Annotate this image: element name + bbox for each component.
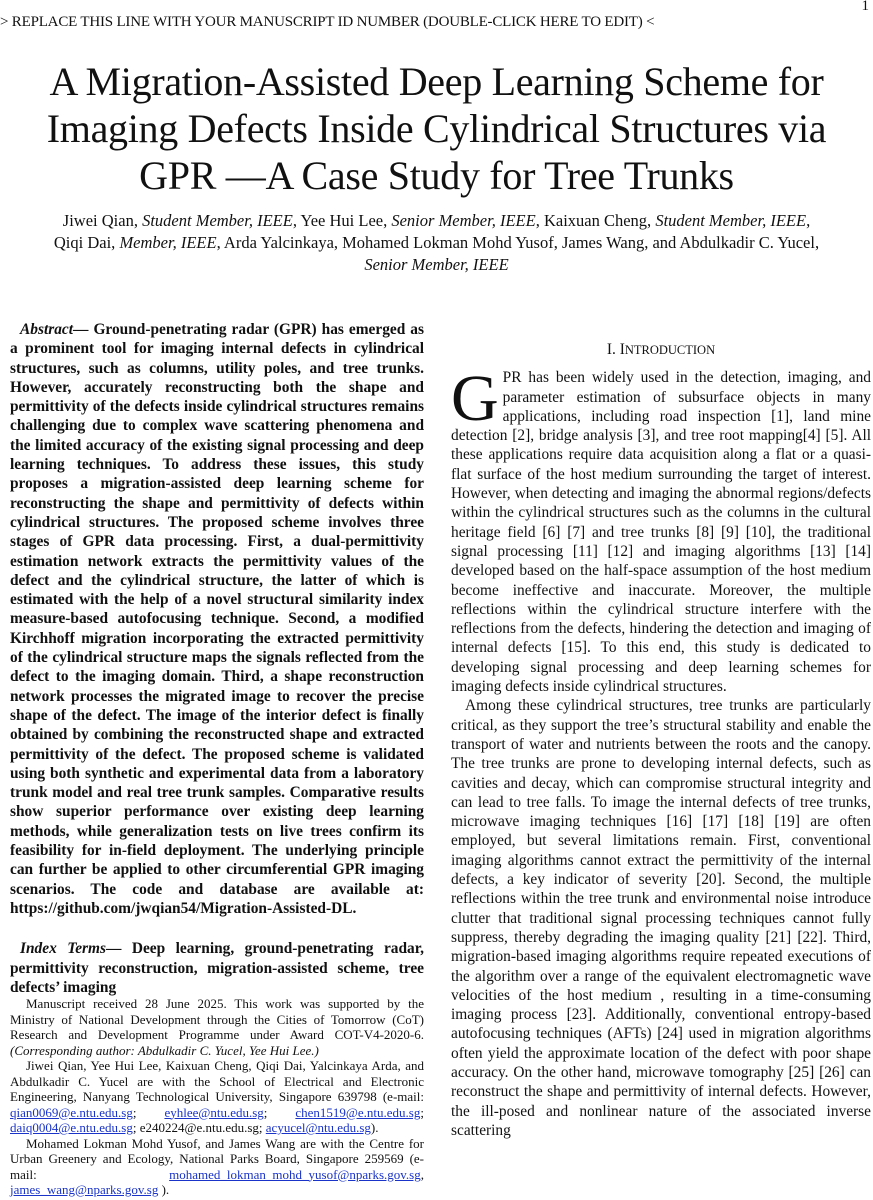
paragraph-text: PR has been widely used in the detection, imaging, and parameter estimation of subsurface objects in many applications, including road inspection [1], land mine detection [2], bridge analysis [3], and tree root mapping[4] [5]. All these applications require data acquisition along a flat or a quasi-flat surface of the host medium surrounding the target of interest. However, when detecting and imaging the abnormal regions/defects within the cylindrical structures such as the columns in the cultural heritage field [6] [7] and tree trunks [8] [9] [10], the traditional signal processing [11] [12] and imaging algorithms [13] [14] developed based on the half-space assumption of the host medium become ineffective and inaccurate. Moreover, the multiple reflections within the cylindrical structure interfere with the reflections from the defects, hindering the detection and imaging of internal defects [15]. To this end, this study is dedicated to developing signal processing and deep learning schemes for imaging defects inside cylindrical structures. xyxy=(451,369,871,696)
intro-paragraph: Among these cylindrical structures, tree trunks are particularly critical, as they support the tree’s structural stability and enable the transport of water and nutrients between the roots and the canopy. The tree trunks are prone to developing internal defects, such as cavities and decay, which can compromise structural integrity and can lead to tree falls. To image the internal defects of tree trunks, microwave imaging techniques [16] [17] [18] [19] are often employed, but several limitations remain. First, conventional imaging algorithms cannot extract the permittivity of the internal defects, a key indicator of severity [20]. Second, the multiple reflections within the tree trunk and environmental noise introduce clutter that traditional signal processing techniques cannot fully suppress, thereby degrading the imaging quality [21] [22]. Third, migration-based imaging algorithms require repeated executions of the algorithm over a range of the equivalent electromagnetic wave velocities of the host medium , resulting in a time-consuming imaging process [23]. Additionally, conventional entropy-based autofocusing techniques (AFTs) [24] used in migration algorithms often yield the approximate location of the defect with poor shape accuracy. On the other hand, microwave tomography [25] [26] can reconstruct the shape and permittivity of internal defects. However, the ill-posed and nonlinear nature of the associated inverse scattering xyxy=(451,697,871,1139)
email-text: e240224@e.ntu.edu.sg xyxy=(139,1120,259,1135)
title-line: GPR —A Case Study for Tree Trunks xyxy=(139,153,734,198)
email-link[interactable]: james_wang@nparks.gov.sg xyxy=(10,1182,159,1197)
section-number: I. I xyxy=(606,341,625,358)
footnote-funding xyxy=(10,996,424,1058)
corresponding-author: (Corresponding author: Abdulkadir C. Yucel, Yee Hui Lee.) xyxy=(10,1042,319,1058)
footnote-affiliation-nparks: Mohamed Lokman Mohd Yusof, and James Wang are with the Centre for Urban Greenery and Ecology, National Parks Board, Singapore 259569 (e-mail: mohamed_lokman_mohd_yusof@nparks.gov.sg, james_wang@nparks.gov.sg ). xyxy=(10,1135,424,1197)
author-name: Qiqi Dai, xyxy=(53,233,120,252)
footnote-affiliation-ntu: Jiwei Qian, Yee Hui Lee, Kaixuan Cheng, Qiqi Dai, Yalcinkaya Arda, and Abdulkadir C. Yucel are with the School of Electrical and Electronic Engineering, Nanyang Technological University, Singapore 639798 (e-mail: qian0069@e.ntu.edu.sg; eyhlee@ntu.edu.sg; chen1519@e.ntu.edu.sg; daiq0004@e.ntu.edu.sg; e240224@e.ntu.edu.sg; acyucel@ntu.edu.sg). xyxy=(10,1058,424,1135)
section-title: NTRODUCTION xyxy=(624,343,716,357)
author-sep: , xyxy=(806,211,811,230)
author-role: Member, IEEE xyxy=(119,233,217,252)
email-link[interactable]: daiq0004@e.ntu.edu.sg xyxy=(10,1120,133,1135)
author-role: Senior Member, IEEE xyxy=(391,211,536,230)
author-sep: , xyxy=(535,211,544,230)
author-role: Student Member, IEEE xyxy=(655,211,807,230)
footnote-text: Mohamed Lokman Mohd Yusof, and James Wang are with the Centre for Urban Greenery and Ecology, National Parks Board, Singapore 259569 (e-mail: xyxy=(10,1135,424,1182)
author-name: Kaixuan Cheng, xyxy=(543,211,656,230)
author-name: Yee Hui Lee, xyxy=(300,211,392,230)
abstract-label: Abstract xyxy=(20,321,74,338)
footnote-text: Manuscript received 28 June 2025. This work was supported by the Ministry of National Development through the Cities of Tomorrow (CoT) Research and Development Programme under Award COT-V4-2020-6. xyxy=(10,996,424,1042)
right-column xyxy=(451,340,871,1140)
running-header: > REPLACE THIS LINE WITH YOUR MANUSCRIPT ID NUMBER (DOUBLE-CLICK HERE TO EDIT) < xyxy=(0,14,655,30)
abstract-text: Ground-penetrating radar (GPR) has emerged as a prominent tool for imaging internal defects in cylindrical structures, such as columns, utility poles, and tree trunks. However, accurately reconstructing both the shape and permittivity of the defects inside cylindrical structures remains challenging due to complex wave scattering phenomena and the limited accuracy of the existing signal processing and deep learning techniques. To address these issues, this study proposes a migration-assisted deep learning scheme for reconstructing the shape and permittivity of defects within cylindrical structures. The proposed scheme involves three stages of GPR data processing. First, a dual-permittivity estimation network extracts the permittivity values of the defect and the cylindrical structure, the latter of which is estimated with the help of a novel structural similarity index measure-based autofocusing technique. Second, a modified Kirchhoff migration incorporating the extracted permittivity of the cylindrical structure maps the signals reflected from the defect to the imaging domain. Third, a shape reconstruction network processes the migrated image to recover the precise shape of the defect. The image of the interior defect is finally obtained by combining the reconstructed shape and extracted permittivity of the defect. The proposed scheme is validated using both synthetic and experimental data from a laboratory trunk model and real tree trunk samples. Comparative results show superior performance over existing deep learning methods, while generalization tests on live trees confirm its feasibility for in-field deployment. The underlying principle can further be applied to other circumferential GPR imaging scenarios. The code and database are available at: https://github.com/jwqian54/Migration-Assisted-DL. xyxy=(10,321,424,917)
author-role: Student Member, IEEE xyxy=(142,211,293,230)
page-number: 1 xyxy=(861,0,869,14)
intro-paragraph xyxy=(451,362,871,696)
footnote-text: Jiwei Qian, Yee Hui Lee, Kaixuan Cheng, Qiqi Dai, Yalcinkaya Arda, and Abdulkadir C. Yucel are with the School of Electrical and Electronic Engineering, Nanyang Technological University, Singapore 639798 (e-mail: xyxy=(10,1058,424,1104)
index-terms-dash: — xyxy=(106,940,132,958)
email-link[interactable]: acyucel@ntu.edu.sg xyxy=(265,1120,371,1135)
index-terms-label: Index Terms xyxy=(20,940,106,958)
title-line: Imaging Defects Inside Cylindrical Structures via xyxy=(46,106,827,151)
email-link[interactable]: qian0069@e.ntu.edu.sg xyxy=(10,1104,133,1120)
index-terms xyxy=(10,939,424,997)
author-role: Senior Member, IEEE xyxy=(364,255,509,274)
author-sep: , xyxy=(292,211,301,230)
drop-cap: G xyxy=(451,362,499,436)
email-link[interactable]: mohamed_lokman_mohd_yusof@nparks.gov.sg xyxy=(169,1166,421,1182)
section-heading-introduction xyxy=(451,340,871,360)
index-terms-text: Deep learning, ground-penetrating radar, permittivity reconstruction, migration-assisted scheme, tree defects’ imaging xyxy=(10,940,424,996)
author-list xyxy=(0,210,873,276)
title-line: A Migration-Assisted Deep Learning Scheme for xyxy=(49,59,824,104)
email-link[interactable]: chen1519@e.ntu.edu.sg xyxy=(295,1104,421,1120)
left-column xyxy=(10,320,424,997)
abstract xyxy=(10,320,424,918)
author-name: Jiwei Qian, xyxy=(62,211,143,230)
footnote-text: ). xyxy=(370,1120,379,1135)
footnote-text: ). xyxy=(158,1182,170,1197)
abstract-dash: — xyxy=(73,321,94,338)
author-sep: , Arda Yalcinkaya, Mohamed Lokman Mohd Yusof, James Wang, and Abdulkadir C. Yucel, xyxy=(216,233,820,252)
paper-title xyxy=(0,58,873,199)
email-link[interactable]: eyhlee@ntu.edu.sg xyxy=(164,1104,264,1120)
footnotes xyxy=(10,996,424,1198)
